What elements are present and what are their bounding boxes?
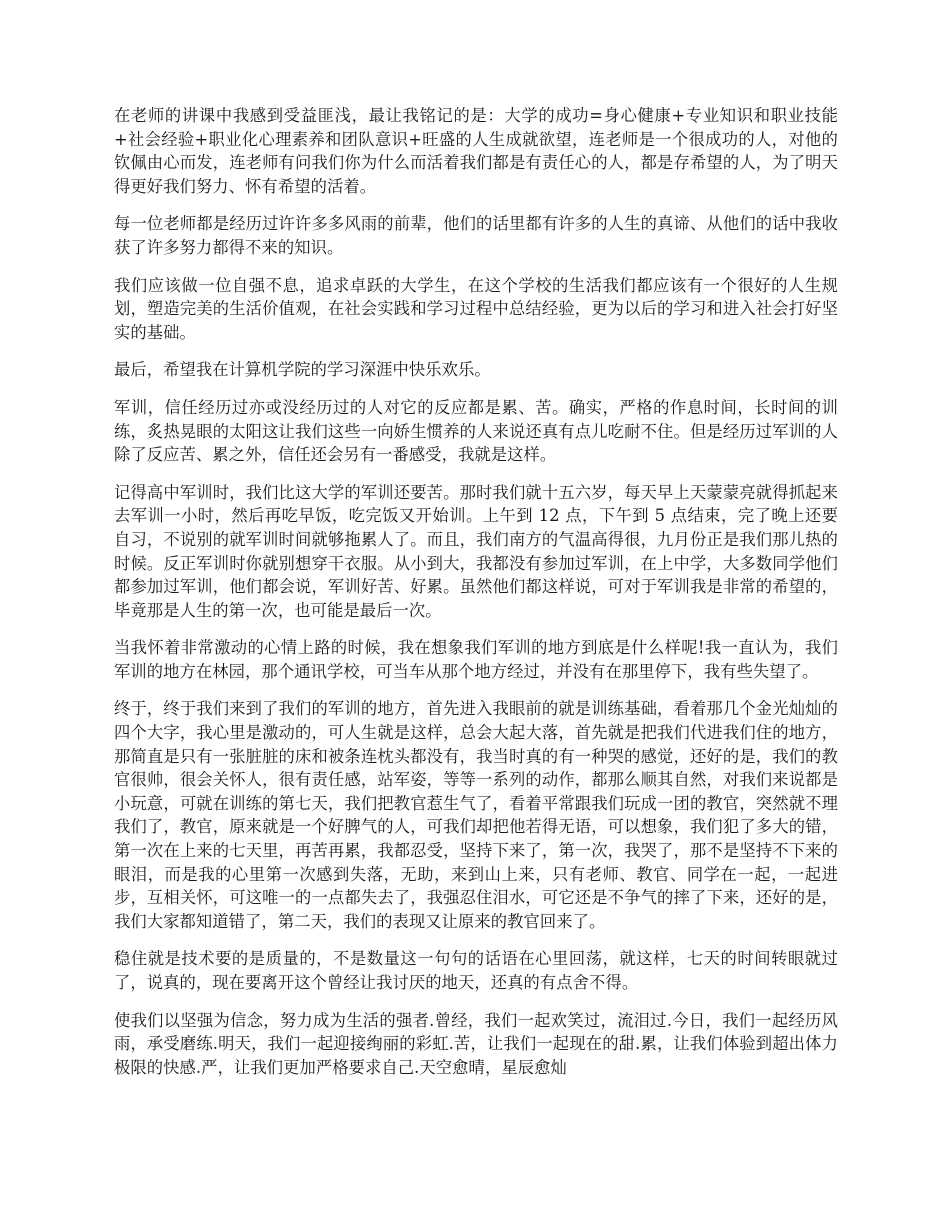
paragraph: 最后，希望我在计算机学院的学习深涯中快乐欢乐。 — [114, 360, 491, 380]
paragraph: 使我们以坚强为信念，努力成为生活的强者.曾经，我们一起欢笑过，流泪过.今日，我们一起经历风雨，承受磨练.明天，我们一起迎接绚丽的彩虹.苦，让我们一起现在的甜.累，让我们体验到超出体力极限的快感.严，让我们更加严格要求自己.天空愈晴，星辰愈灿 — [114, 1010, 838, 1077]
paragraph: 终于，终于我们来到了我们的军训的地方，首先进入我眼前的就是训练基础，看着那几个金光灿灿的四个大字，我心里是激动的，可人生就是这样，总会大起大落，首先就是把我们代进我们住的地方，那简直是只有一张脏脏的床和被条连枕头都没有，我当时真的有一种哭的感觉，还好的是，我们的教官很帅，很会关怀人，很有责任感，站军姿，等等一系列的动作，都那么顺其自然，对我们来说都是小玩意，可就在训练的第七天，我们把教官惹生气了，看着平常跟我们玩成一团的教官，突然就不理我们了，教官，原来就是一个好脾气的人，可我们却把他若得无语，可以想象，我们犯了多大的错，第一次在上来的七天里，再苦再累，我都忍受，坚持下来了，第一次，我哭了，那不是坚持不下来的眼泪，而是我的心里第一次感到失落，无助，来到山上来，只有老师、教官、同学在一起，一起进步，互相关怀，可这唯一的一点都失去了，我强忍住泪水，可它还是不争气的摔了下来，还好的是，我们大家都知道错了，第二天，我们的表现又让原来的教官回来了。 — [114, 699, 838, 931]
document-body — [114, 104, 838, 1093]
paragraph: 当我怀着非常激动的心情上路的时候，我在想象我们军训的地方到底是什么样呢!我一直认为，我们军训的地方在林园，那个通讯学校，可当车从那个地方经过，并没有在那里停下，我有些失望了。 — [114, 638, 838, 681]
paragraph: 稳住就是技术要的是质量的，不是数量这一句句的话语在心里回荡，就这样，七天的时间转眼就过了，说真的，现在要离开这个曾经让我讨厌的地天，还真的有点舍不得。 — [114, 949, 838, 992]
paragraph: 军训，信任经历过亦或没经历过的人对它的反应都是累、苦。确实，严格的作息时间，长时间的训练，炙热晃眼的太阳这让我们这些一向娇生惯养的人来说还真有点儿吃耐不住。但是经历过军训的人除了反应苦、累之外，信任还会另有一番感受，我就是这样。 — [114, 397, 838, 465]
paragraph: 每一位老师都是经历过许许多多风雨的前辈，他们的话里都有许多的人生的真谛、从他们的话中我收获了许多努力都得不来的知识。 — [114, 214, 838, 257]
paragraph: 记得高中军训时，我们比这大学的军训还要苦。那时我们就十五六岁，每天早上天蒙蒙亮就得抓起来去军训一小时，然后再吃早饭，吃完饭又开始训。上午到 12 点，下午到 5 点结束，完了晚上还要自习，不说别的就军训时间就够拖累人了。而且，我们南方的气温高得很，九月份正是我们那儿热的时候。反正军训时你就别想穿干衣服。从小到大，我都没有参加过军训，在上中学，大多数同学他们都参加过军训，他们都会说，军训好苦、好累。虽然他们都这样说，可对于军训我是非常的希望的，毕竟那是人生的第一次，也可能是最后一次。 — [114, 482, 838, 620]
paragraph: 在老师的讲课中我感到受益匪浅，最让我铭记的是：大学的成功=身心健康+专业知识和职业技能+社会经验+职业化心理素养和团队意识+旺盛的人生成就欲望，连老师是一个很成功的人，对他的钦佩由心而发，连老师有问我们你为什么而活着我们都是有责任心的人，都是存希望的人，为了明天得更好我们努力、怀有希望的活着。 — [114, 106, 838, 196]
paragraph: 我们应该做一位自强不息，追求卓跃的大学生，在这个学校的生活我们都应该有一个很好的人生规划，塑造完美的生活价值观，在社会实践和学习过程中总结经验，更为以后的学习和进入社会打好坚实的基础。 — [114, 275, 838, 342]
